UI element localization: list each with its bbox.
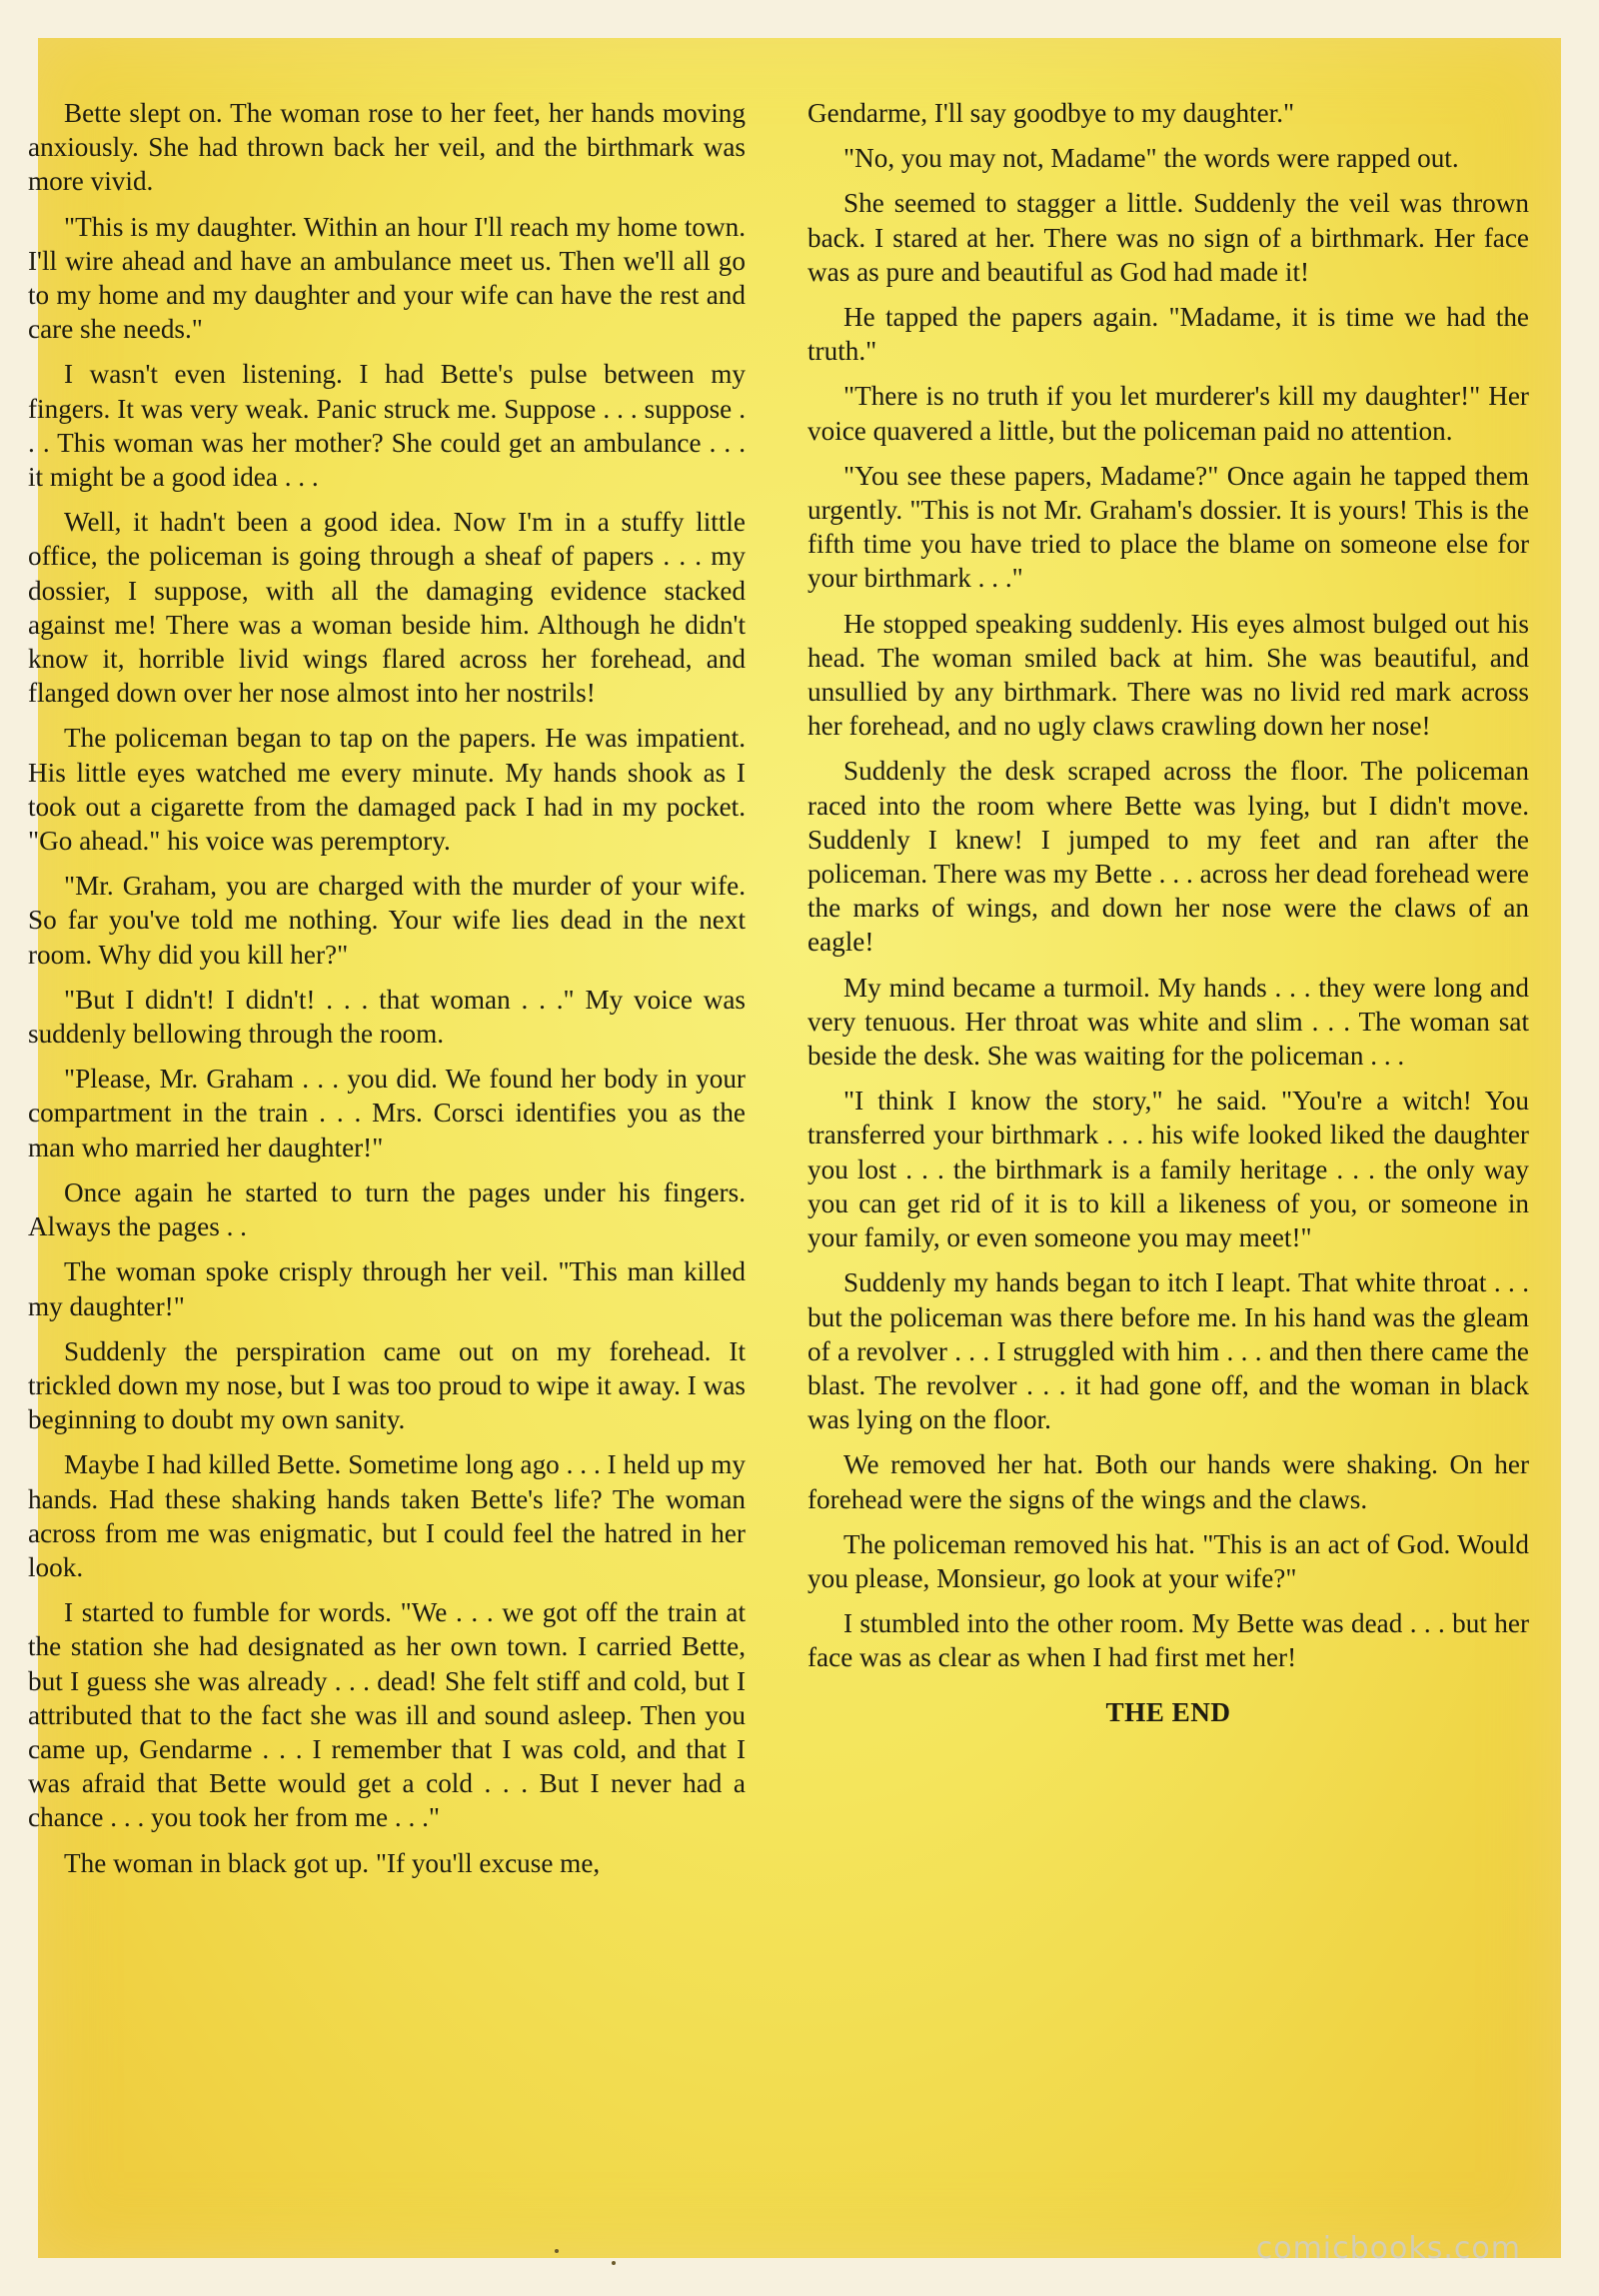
- paragraph: Bette slept on. The woman rose to her feet, her hands moving anxiously. She had thrown back her veil, and the birthmark was more vivid.: [28, 98, 746, 197]
- paragraph: Gendarme, I'll say goodbye to my daughter.": [807, 98, 1295, 128]
- paragraph: "Mr. Graham, you are charged with the murder of your wife. So far you've told me nothing. Your wife lies dead in the next room. Why did you kill her?": [28, 871, 746, 970]
- paragraph: Well, it hadn't been a good idea. Now I'm in a stuffy little office, the policeman is going through a sheaf of papers . . . my dossier, I suppose, with all the damaging evidence stacked against me! There was a woman beside him. Although he didn't know it, horrible livid wings flared across her forehead, and flanged down over her nose almost into her nostrils!: [28, 507, 746, 709]
- paragraph: He tapped the papers again. "Madame, it is time we had the truth.": [807, 302, 1529, 367]
- paragraph: My mind became a turmoil. My hands . . . they were long and very tenuous. Her throat was white and slim . . . The woman sat beside the desk. She was waiting for the policeman . . .: [807, 972, 1529, 1072]
- print-speck: [612, 2261, 616, 2265]
- paragraph: "No, you may not, Madame" the words were rapped out.: [843, 143, 1459, 174]
- paragraph: I wasn't even listening. I had Bette's pulse between my fingers. It was very weak. Panic struck me. Suppose . . . suppose . . . This woman was her mother? She could get an ambulance . . . it might be a good idea . . .: [28, 359, 746, 493]
- paragraph: I stumbled into the other room. My Bette was dead . . . but her face was as clear as when I had first met her!: [807, 1608, 1529, 1673]
- paragraph: Maybe I had killed Bette. Sometime long ago . . . I held up my hands. Had these shaking hands taken Bette's life? The woman across from me was enigmatic, but I could feel the hatred in her look.: [28, 1449, 746, 1582]
- paragraph: "You see these papers, Madame?" Once again he tapped them urgently. "This is not Mr. Graham's dossier. It is yours! This is the fifth time you have tried to place the blame on someone else for your birthmark . . .": [807, 460, 1529, 594]
- paragraph: "This is my daughter. Within an hour I'll reach my home town. I'll wire ahead and have an ambulance meet us. Then we'll all go to my home and my daughter and your wife can have the rest and care she needs.": [28, 211, 746, 345]
- the-end-label: THE END: [1105, 1696, 1231, 1727]
- paragraph: We removed her hat. Both our hands were shaking. On her forehead were the signs of the wings and the claws.: [807, 1449, 1529, 1514]
- paragraph: Suddenly my hands began to itch I leapt. That white throat . . . but the policeman was there before me. In his hand was the gleam of a revolver . . . I struggled with him . . . and then there came the blast. The revolver . . . it had gone off, and the woman in black was lying on the floor.: [807, 1267, 1529, 1435]
- print-speck: [555, 2249, 559, 2253]
- paragraph: "There is no truth if you let murderer's kill my daughter!" Her voice quavered a little, but the policeman paid no attention.: [807, 381, 1529, 446]
- watermark: comicbooks.com: [1255, 2231, 1521, 2266]
- paragraph: He stopped speaking suddenly. His eyes almost bulged out his head. The woman smiled back at him. She was beautiful, and unsullied by any birthmark. There was no livid red mark across her forehead, and no ugly claws crawling down her nose!: [807, 608, 1529, 742]
- paragraph: "But I didn't! I didn't! . . . that woman . . ." My voice was suddenly bellowing through the room.: [28, 984, 746, 1050]
- paragraph: I started to fumble for words. "We . . . we got off the train at the station she had designated as her own town. I carried Bette, but I guess she was already . . . dead! She felt stiff and cold, but I attributed that to the fact she was ill and sound asleep. Then you came up, Gendarme . . . I remember that I was cold, and that I was afraid that Bette would get a cold . . . But I never had a chance . . . you took her from me . . .": [28, 1597, 746, 1833]
- paragraph: The woman in black got up. "If you'll excuse me,: [64, 1847, 601, 1878]
- paragraph: She seemed to stagger a little. Suddenly the veil was thrown back. I stared at her. There was no sign of a birthmark. Her face was as pure and beautiful as God had made it!: [807, 188, 1529, 287]
- right-text-column: [807, 96, 1529, 1740]
- paragraph: Once again he started to turn the pages under his fingers. Always the pages . .: [28, 1176, 746, 1242]
- paragraph: "I think I know the story," he said. "You're a witch! You transferred your birthmark . . . his wife looked liked the daughter you lost . . . the birthmark is a family heritage . . . the only way you can get rid of it is to kill a likeness of you, or someone in your family, or even someone you may meet!": [807, 1086, 1529, 1253]
- paragraph: Suddenly the desk scraped across the floor. The policeman raced into the room where Bette was lying, but I didn't move. Suddenly I knew! I jumped to my feet and ran after the policeman. There was my Bette . . . across her dead forehead were the marks of wings, and down her nose were the claws of an eagle!: [807, 756, 1529, 958]
- paragraph: The policeman began to tap on the papers. He was impatient. His little eyes watched me every minute. My hands shook as I took out a cigarette from the damaged pack I had in my pocket. "Go ahead." his voice was peremptory.: [28, 723, 746, 857]
- paragraph: The woman spoke crisply through her veil. "This man killed my daughter!": [28, 1256, 746, 1321]
- paragraph: The policeman removed his hat. "This is an act of God. Would you please, Monsieur, go look at your wife?": [807, 1528, 1529, 1593]
- paragraph: Suddenly the perspiration came out on my forehead. It trickled down my nose, but I was too proud to wipe it away. I was beginning to doubt my own sanity.: [28, 1335, 746, 1435]
- left-text-column: [28, 96, 746, 1891]
- paragraph: "Please, Mr. Graham . . . you did. We found her body in your compartment in the train . . . Mrs. Corsci identifies you as the man who married her daughter!": [28, 1064, 746, 1162]
